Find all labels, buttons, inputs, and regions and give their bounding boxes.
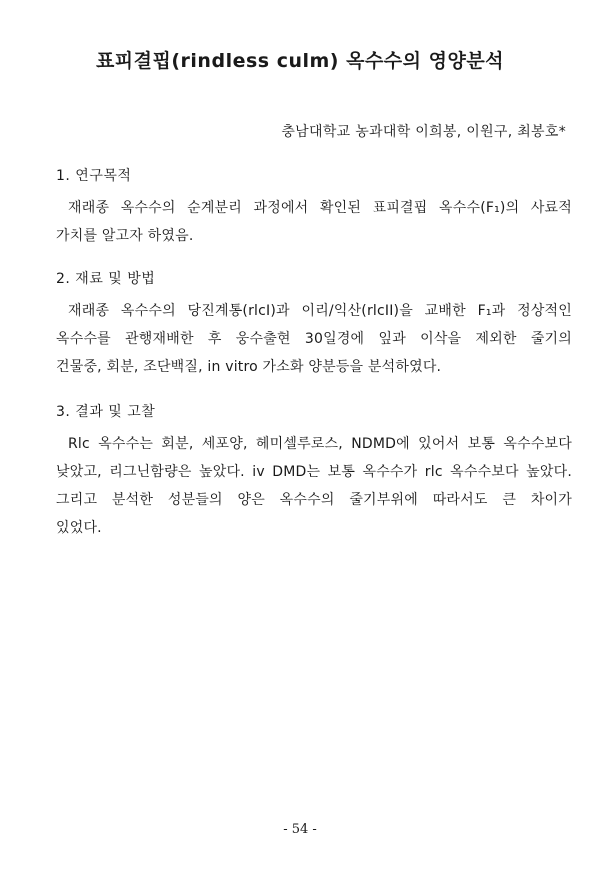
page-number: - 54 - (283, 822, 317, 837)
paragraph-line: 재래종 옥수수의 당진계통(rlcI)과 이리/익산(rlcII)을 교배한 F₁과 정상적인 (68, 303, 572, 319)
paragraph-line: 그리고 분석한 성분들의 양은 옥수수의 줄기부위에 따라서도 큰 차이가 (56, 492, 572, 508)
author-affiliation: 충남대학교 농과대학 이희봉, 이원구, 최봉호* (281, 124, 566, 140)
paper-title: 표피결핍(rindless culm) 옥수수의 영양분석 (95, 50, 505, 72)
section-body-results (56, 430, 572, 542)
section-heading-methods: 2. 재료 및 방법 (56, 271, 156, 287)
paragraph-line: 건물중, 회분, 조단백질, in vitro 가소화 양분등을 분석하였다. (56, 359, 442, 375)
section-heading-results: 3. 결과 및 고찰 (56, 404, 156, 420)
section-heading-purpose: 1. 연구목적 (56, 168, 132, 184)
paragraph-line: Rlc 옥수수는 회분, 세포양, 헤미셀루로스, NDMD에 있어서 보통 옥수수보다 (68, 436, 572, 452)
paragraph-line: 옥수수를 관행재배한 후 웅수출현 30일경에 잎과 이삭을 제외한 줄기의 (56, 331, 572, 347)
paragraph-line: 재래종 옥수수의 순계분리 과정에서 확인된 표피결핍 옥수수(F₁)의 사료적 (68, 200, 572, 216)
paragraph-line: 낮았고, 리그닌함량은 높았다. iv DMD는 보통 옥수수가 rlc 옥수수보다 높았다. (56, 464, 572, 480)
paragraph-line: 있었다. (56, 520, 102, 536)
section-body-purpose (56, 194, 572, 250)
section-body-methods (56, 297, 572, 381)
paragraph-line: 가치를 알고자 하였음. (56, 228, 194, 244)
